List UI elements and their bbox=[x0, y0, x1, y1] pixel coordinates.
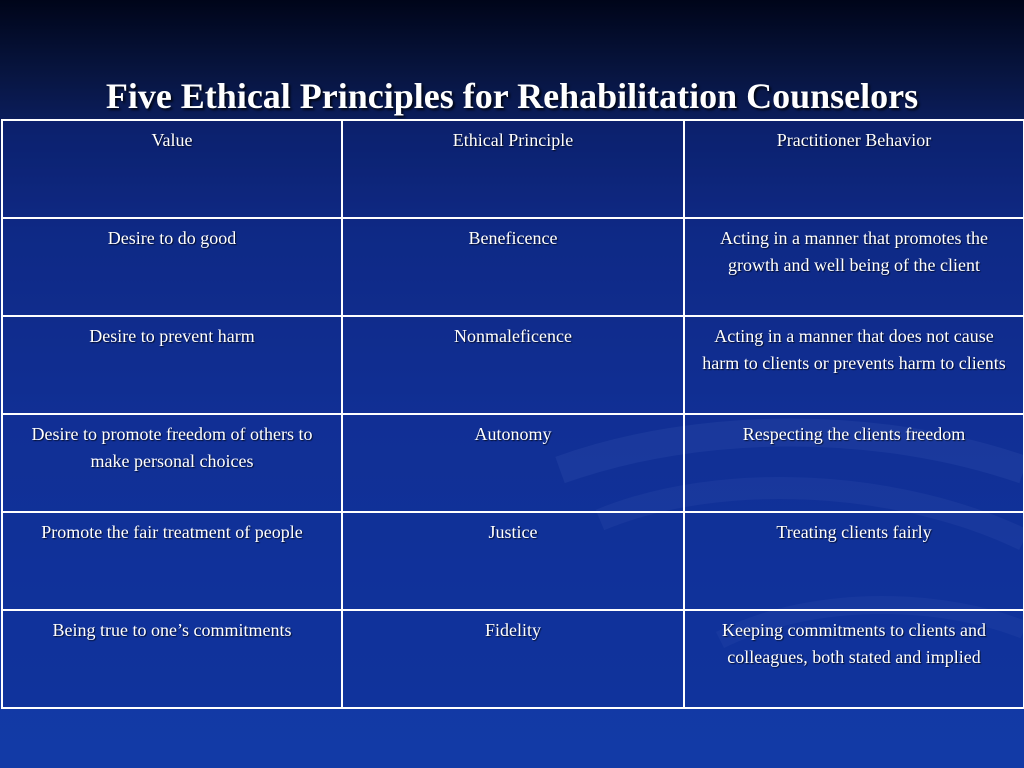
principle-cell: Justice bbox=[342, 512, 684, 610]
behavior-cell: Acting in a manner that does not cause harm to clients or prevents harm to clients bbox=[684, 316, 1024, 414]
table-row bbox=[2, 316, 1024, 414]
table-row bbox=[2, 414, 1024, 512]
principle-cell: Fidelity bbox=[342, 610, 684, 708]
value-cell: Desire to prevent harm bbox=[2, 316, 342, 414]
header-practitioner-behavior: Practitioner Behavior bbox=[684, 120, 1024, 218]
table-row bbox=[2, 610, 1024, 708]
value-cell: Promote the fair treatment of people bbox=[2, 512, 342, 610]
behavior-cell: Treating clients fairly bbox=[684, 512, 1024, 610]
slide-title: Five Ethical Principles for Rehabilitation Counselors bbox=[105, 76, 919, 116]
table-row bbox=[2, 512, 1024, 610]
behavior-cell: Respecting the clients freedom bbox=[684, 414, 1024, 512]
principle-cell: Beneficence bbox=[342, 218, 684, 316]
table-header-row bbox=[2, 120, 1024, 218]
table-row bbox=[2, 218, 1024, 316]
header-value: Value bbox=[2, 120, 342, 218]
ethical-principles-table bbox=[1, 119, 1024, 709]
value-cell: Desire to do good bbox=[2, 218, 342, 316]
principle-cell: Nonmaleficence bbox=[342, 316, 684, 414]
behavior-cell: Keeping commitments to clients and colleagues, both stated and implied bbox=[684, 610, 1024, 708]
value-cell: Being true to one’s commitments bbox=[2, 610, 342, 708]
principle-cell: Autonomy bbox=[342, 414, 684, 512]
value-cell: Desire to promote freedom of others to make personal choices bbox=[2, 414, 342, 512]
behavior-cell: Acting in a manner that promotes the growth and well being of the client bbox=[684, 218, 1024, 316]
header-ethical-principle: Ethical Principle bbox=[342, 120, 684, 218]
